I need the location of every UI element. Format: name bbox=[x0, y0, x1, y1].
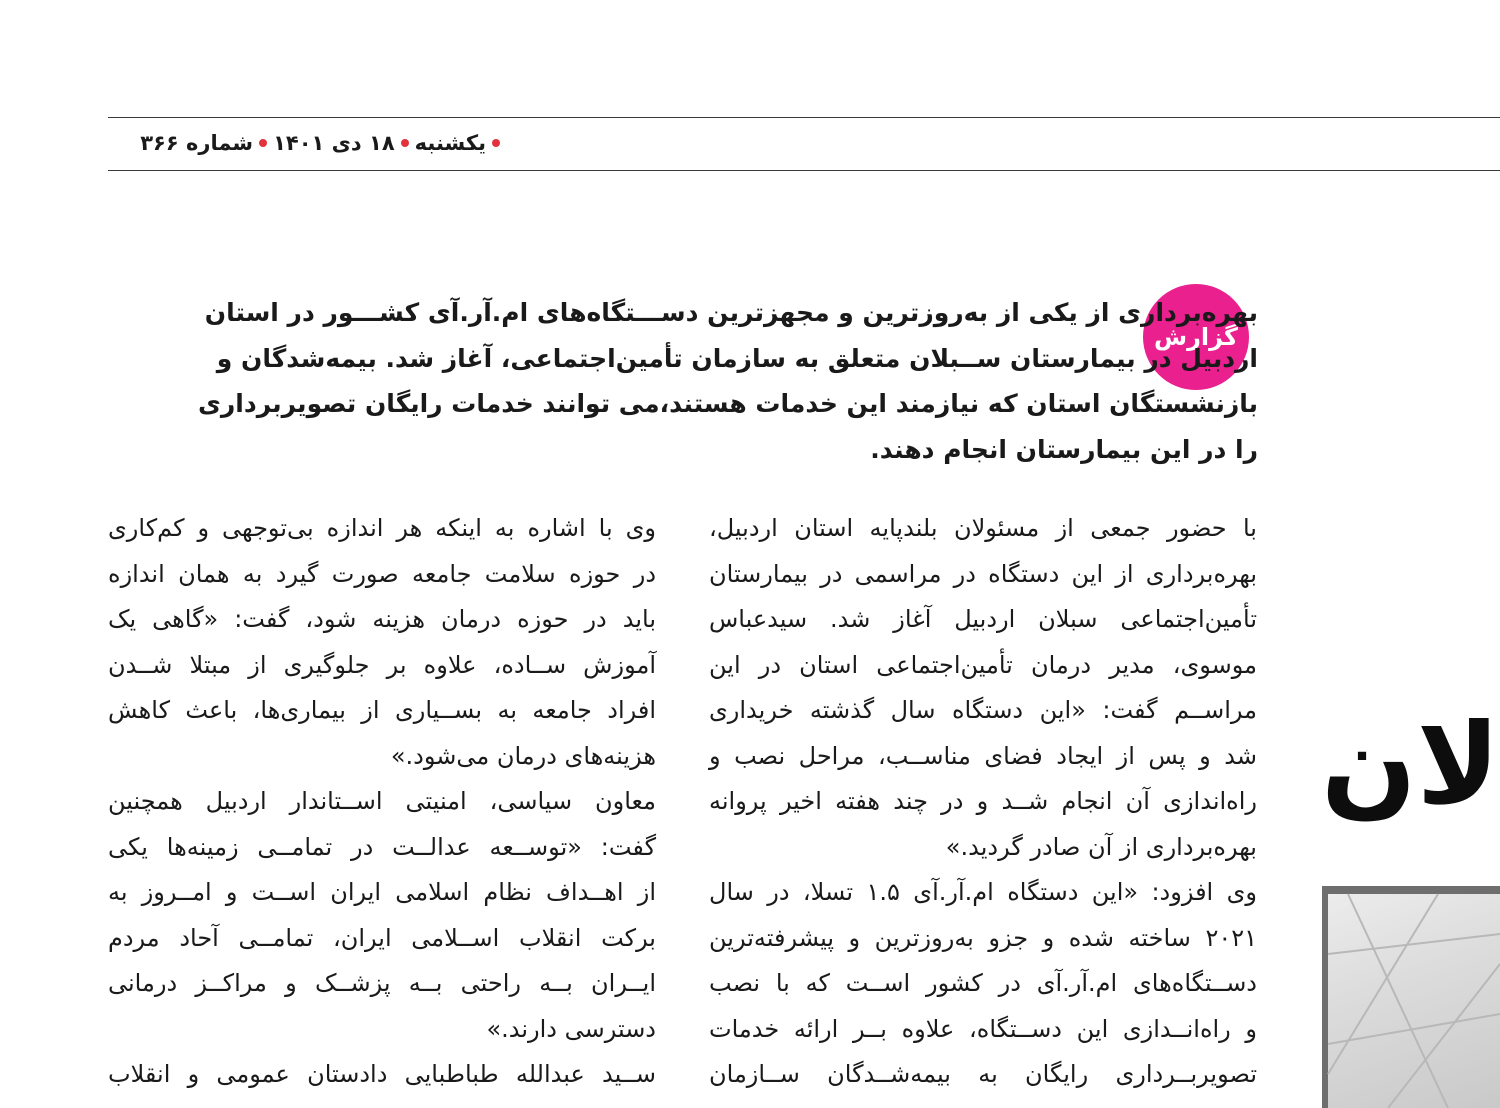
lead-line: بازنشستگان استان که نیازمند این خدمات هستند،می توانند خدمات رایگان تصویربرداری bbox=[197, 389, 1258, 418]
column-line: وی افزود: «این دستگاه ام.آر.آی ۱.۵ تسلا، در سال bbox=[709, 878, 1257, 906]
headline-fragment-text: لان bbox=[1321, 700, 1500, 830]
masthead-weekday: یکشنبه bbox=[414, 131, 486, 155]
article-photo bbox=[1322, 886, 1500, 1108]
column-line: با حضور جمعی از مسئولان بلندپایه استان اردبیل، bbox=[709, 514, 1257, 542]
column-line: ایــران بــه راحتی بــه پزشــک و مراکــز درمانی bbox=[108, 969, 656, 997]
masthead-info bbox=[108, 126, 500, 160]
ceiling-tile-lines-icon bbox=[1328, 894, 1500, 1108]
column-line: موسوی، مدیر درمان تأمین‌اجتماعی استان در این bbox=[709, 650, 1257, 679]
column-line: معاون سیاسی، امنیتی اســتاندار اردبیل همچنین bbox=[108, 787, 656, 815]
column-line: هزینه‌های درمان می‌شود.» bbox=[390, 741, 656, 770]
column-line: بهره‌برداری از آن صادر گردید.» bbox=[945, 832, 1257, 861]
column-line: دسترسی دارند.» bbox=[486, 1014, 656, 1043]
column-line: وی با اشاره به اینکه هر اندازه بی‌توجهی و کم‌کاری bbox=[108, 514, 656, 542]
column-line: ســید عبدالله طباطبایی دادستان عمومی و انقلاب bbox=[108, 1060, 656, 1088]
column-line: راه‌اندازی آن انجام شــد و در چند هفته اخیر پروانه bbox=[709, 787, 1257, 815]
column-line: مراســم گفت: «این دستگاه سال گذشته خریداری bbox=[709, 696, 1257, 724]
column-line: تأمین‌اجتماعی سبلان اردبیل آغاز شد. سیدعباس bbox=[709, 605, 1257, 633]
column-line: از اهــداف نظام اسلامی ایران اســت و امــروز به bbox=[108, 878, 656, 906]
column-line: دســتگاه‌های ام.آر.آی در کشور اســت که با نصب bbox=[709, 969, 1257, 997]
column-line: در حوزه سلامت جامعه صورت گیرد به همان اندازه bbox=[108, 559, 656, 588]
bullet-dot bbox=[492, 139, 500, 147]
column-line: گفت: «توســعه عدالــت در تمامــی زمینه‌ها یکی bbox=[108, 832, 656, 861]
masthead-top-rule bbox=[108, 117, 1500, 118]
report-badge-label: گزارش bbox=[1153, 323, 1239, 351]
masthead-issue: شماره ۳۶۶ bbox=[140, 131, 254, 155]
masthead-date: ۱۸ دی ۱۴۰۱ bbox=[273, 131, 395, 155]
lead-line: اردبیل در بیمارستان ســبلان متعلق به سازمان تأمین‌اجتماعی، آغاز شد. بیمه‌شدگان و bbox=[216, 343, 1258, 373]
column-line: تصویربــرداری رایگان به بیمه‌شــدگان ســازمان bbox=[709, 1060, 1257, 1088]
column-line: ۲۰۲۱ ساخته شده و جزو به‌روزترین و پیشرفته‌ترین bbox=[709, 923, 1257, 952]
column-line: برکت انقلاب اســلامی ایران، تمامــی آحاد مردم bbox=[108, 923, 656, 952]
column-line: آموزش ســاده، علاوه بر جلوگیری از مبتلا شــدن bbox=[108, 650, 656, 679]
lead-line: بهره‌برداری از یکی از به‌روزترین و مجهزترین دســـتگاه‌های ام.آر.آی کشـــور در استان bbox=[204, 298, 1258, 327]
column-line: و راه‌انــدازی این دســتگاه، علاوه بــر ارائه خدمات bbox=[709, 1014, 1257, 1043]
bullet-dot bbox=[259, 139, 267, 147]
article-column-left bbox=[108, 506, 656, 1098]
column-line: باید در حوزه درمان هزینه شود، گفت: «گاهی یک bbox=[108, 605, 656, 633]
bullet-dot bbox=[401, 139, 409, 147]
column-line: شد و پس از ایجاد فضای مناســب، مراحل نصب و bbox=[709, 741, 1257, 770]
lead-line: را در این بیمارستان انجام دهند. bbox=[870, 434, 1258, 464]
headline-fragment bbox=[1321, 690, 1500, 840]
masthead-bottom-rule bbox=[108, 170, 1500, 171]
lead-paragraph bbox=[108, 290, 1258, 472]
column-line: بهره‌برداری از این دستگاه در مراسمی در بیمارستان bbox=[709, 559, 1257, 588]
column-line: افراد جامعه به بســیاری از بیماری‌ها، باعث کاهش bbox=[108, 696, 656, 724]
article-column-right bbox=[709, 506, 1257, 1098]
